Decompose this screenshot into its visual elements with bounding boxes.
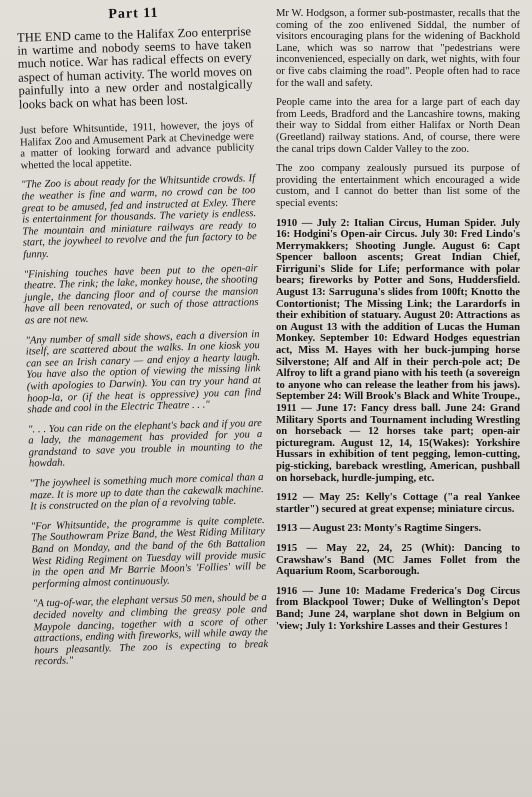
- part-title: Part 11: [108, 5, 159, 23]
- quote-paragraph: "The Zoo is about ready for the Whitsuntide crowds. If the weather is fine and warm, no crowd can be too great to be amused, fed and instructed at Exley. There is entertainment for thousands. The variety is endless. The mountain and miniature railways are ready to start, the joywheel to revolve and the fun factory to be funny.: [21, 173, 257, 261]
- event-year: 1915: [276, 542, 298, 554]
- event-text: — June 10: Madame Frederica's Dog Circus from Blackpool Tower; Duke of Wellington's Depot Band; June 24, warplane shot down in Belgium on 'view; July 1: Yorkshire Lasses and their Gestures !: [276, 585, 520, 632]
- quote-paragraph: "A tug-of-war, the elephant versus 50 men, should be a decided novelty and climbing the greasy pole and Maypole dancing, together with a score of other attractions, ending with fireworks, will while away the hours pleasantly. The zoo is expecting to break records.": [32, 592, 269, 668]
- body-paragraph: Mr W. Hodgson, a former sub-postmaster, recalls that the coming of the zoo enlivened Siddal, the number of visitors encouraging plans for the widening of Backhold Lane, which was so narrow that "pedestrians were inconvenienced, especially on dark, wet nights, with four or five cabs claiming the road". People often had to race for the wall and safety.: [276, 8, 520, 89]
- quote-paragraph: "Finishing touches have been put to the open-air theatre. The rink; the lake, monkey house, the shooting jungle, the dancing floor and of course the mansion have all been renovated, or such of those attractions as are not new.: [23, 262, 259, 327]
- event-text: — May 22, 24, 25 (Whit): Dancing to Crawshaw's Band (MC James Follet from the Aquarium Room, Scarborough.: [276, 542, 520, 578]
- body-paragraph: The zoo company zealously pursued its purpose of providing the entertainment which encouraged a wide custom, and I cannot do better than list some of the special events:: [276, 163, 520, 209]
- quote-paragraph: ". . . You can ride on the elephant's back and if you are a lady, the management has provided for you a grandstand to save you trouble in mounting to the howdah.: [27, 417, 263, 471]
- lead-paragraph: THE END came to the Halifax Zoo enterprise in wartime and nobody seems to have taken much notice. War has radical effects on every aspect of human activity. The world moves on painfully into a new order and nostalgically looks back on what has been lost.: [16, 23, 253, 112]
- events-1915: [276, 543, 520, 578]
- event-text: — August 23: Monty's Ragtime Singers.: [299, 523, 482, 535]
- event-year: 1912: [276, 492, 298, 504]
- events-1912: [276, 492, 520, 515]
- event-year: 1913: [276, 523, 298, 535]
- event-year: 1910: [276, 217, 298, 229]
- event-text: — July 2: Italian Circus, Human Spider. July 16: Hodgini's Open-air Circus. July 30: Fred Lindo's Merrymakkers; Shooting Jungle. August 6: Capt Spencer balloon ascents; Great Indian Chief, Firriguni's Slide for Life; performance with polar bears; fireworks by Potter and Sons, Huddersfield. August 13: Sarruguna's slides from 100ft; Knotto the Contortionist; The Missing Link; the Larardorfs in their exhibition of statuary. August 20: Attractions as on August 13 with the addition of Lucas the Human Monkey. September 10: Edward Hodges equestrian act, Miss M. Hayes with her buck-jumping horse Silverstone; Alf and Alf in their perch-pole act; De Alfroy to lift a grand piano with his teeth (a sovereign to anyone who can release the leather from his jaws). September 24: Will Brook's Black and White Troupe.,: [276, 217, 520, 403]
- events-1916: [276, 586, 520, 632]
- quote-paragraph: "The joywheel is something much more comical than a maze. It is more up to date than the cakewalk machine. It is constructed on the plan of a revolving table.: [29, 472, 264, 513]
- events-1910: [276, 218, 520, 485]
- quote-paragraph: "For Whitsuntide, the programme is quite complete. The Southowram Prize Band, the West Riding Military Band on Monday, and the band of the 6th Battalion West Riding Regiment on Tuesday will provide music in the open and Mr Barrie Moon's 'Follies' will be performing almost continuously.: [30, 514, 267, 591]
- left-column: [6, 0, 280, 797]
- event-text: — May 25: Kelly's Cottage ("a real Yankee startler") secured at great expense; miniature circus.: [276, 492, 520, 515]
- event-text: — June 17: Fancy dress ball. June 24: Grand Military Sports and Tournament including Wrestling on horseback — 12 horses take part; open-air picturegram. August 12, 14, 15(Wakes): Yorkshire Hussars in exhibition of tent pegging, lemon-cutting, pig-sticking, bareback wrestling, American, pushball on horseback, hurdle-jumping, etc.: [276, 403, 521, 484]
- events-1913: [276, 523, 520, 535]
- right-column: [268, 0, 526, 797]
- body-paragraph: People came into the area for a large part of each day from Leeds, Bradford and the Lancashire towns, making their way to Siddal from either Halifax or North Dean (Greetland) railway stations. And, of course, there were the canal trips down Calder Valley to the zoo.: [276, 97, 520, 155]
- quote-paragraph: "Any number of small side shows, each a diversion in itself, are scattered about the walks. In one kiosk you can see an Irish canary — and enjoy a hearty laugh. You have also the option of viewing the missing link (with apologies to Darwin). You can try your hand at hoop-la, or (if the heat is oppressive) you can find shade and cool in the Electric Theatre . . .": [25, 328, 262, 416]
- event-year: 1916: [276, 585, 298, 597]
- intro-paragraph: Just before Whitsuntide, 1911, however, the joys of Halifax Zoo and Amusement Park at Chevinedge were a matter of looking forward and advance publicity whetted the local appetite.: [19, 119, 255, 172]
- event-year: 1911: [276, 403, 297, 414]
